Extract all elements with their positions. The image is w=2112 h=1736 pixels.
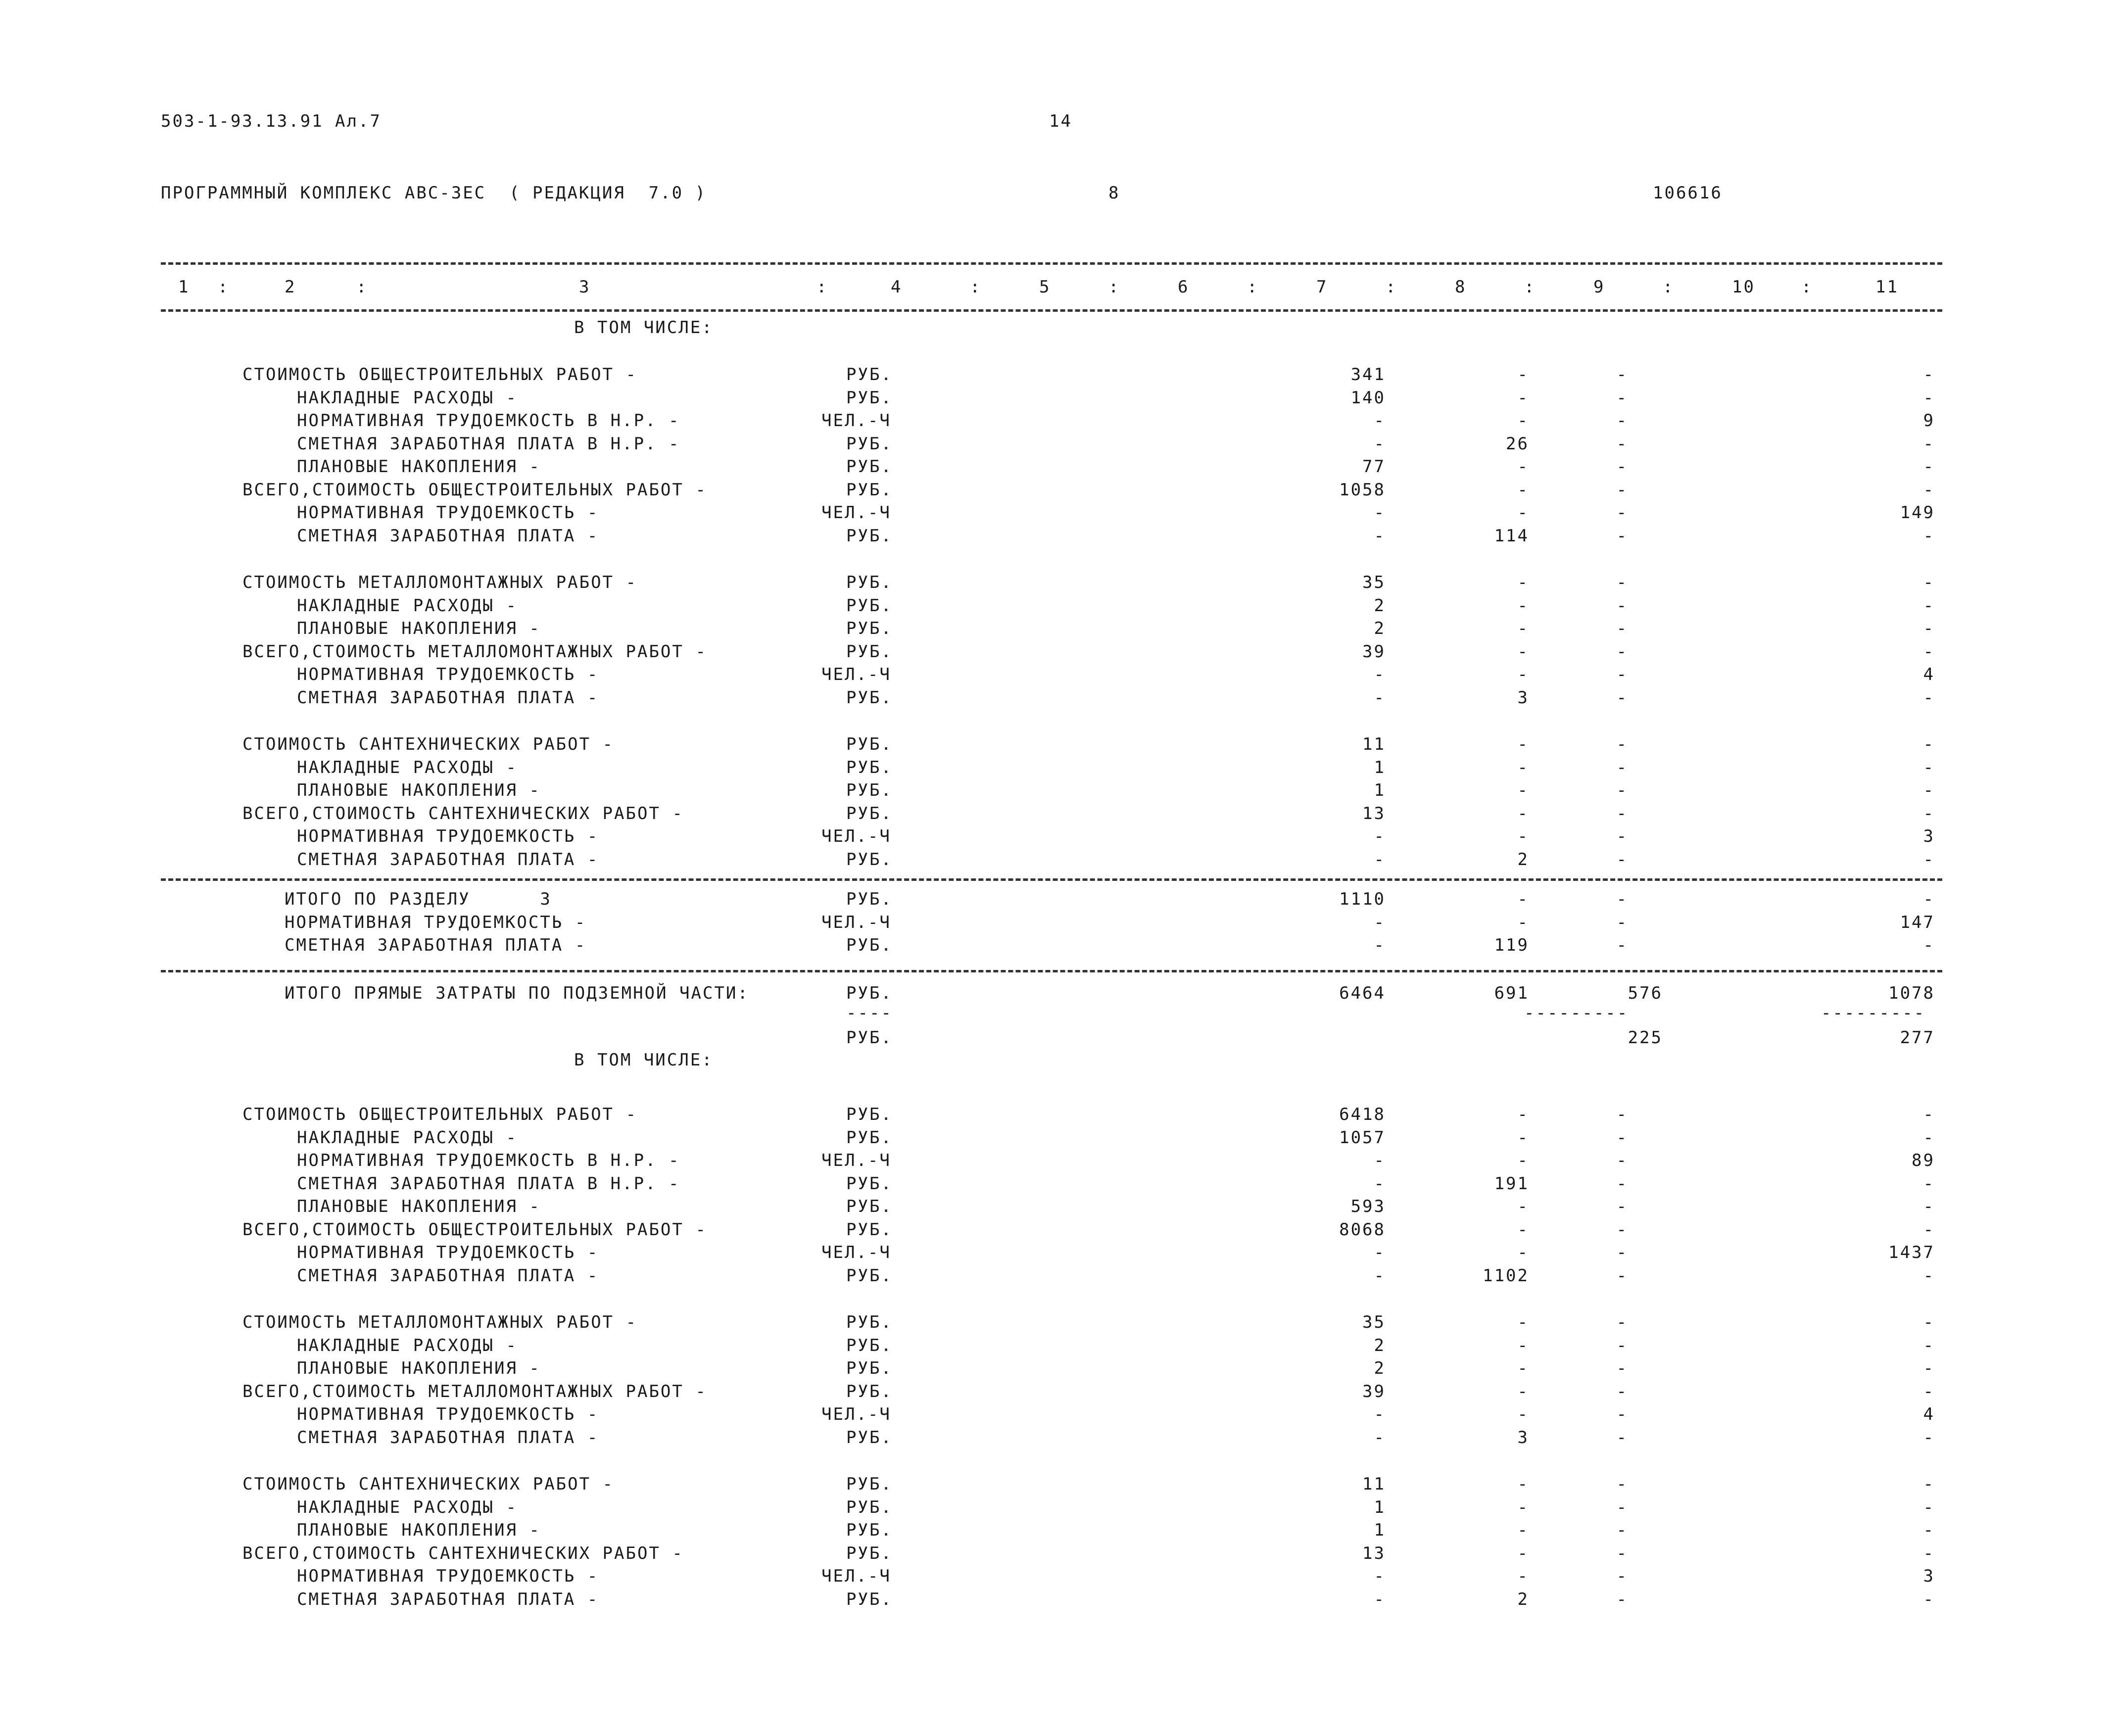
cell-col8: - <box>1517 912 1529 932</box>
cell-col7: 1 <box>1374 1497 1386 1517</box>
cell-col8: - <box>1517 1105 1529 1124</box>
row-unit: ЧЕЛ.-Ч <box>821 1404 891 1424</box>
cell-col7: 35 <box>1362 573 1386 592</box>
cell-col11: 9 <box>1923 411 1935 431</box>
cell-col11: - <box>1923 573 1935 592</box>
cell-col7: - <box>1374 849 1386 869</box>
row-label: НОРМАТИВНАЯ ТРУДОЕМКОСТЬ В Н.Р. - <box>297 1151 680 1170</box>
cell-col9: - <box>1616 1243 1628 1262</box>
row-label: НАКЛАДНЫЕ РАСХОДЫ - <box>297 757 518 777</box>
row-unit: РУБ. <box>846 849 893 869</box>
row-unit: РУБ. <box>846 595 893 616</box>
column-header: 7 <box>1316 277 1328 297</box>
row-unit: РУБ. <box>846 1127 893 1148</box>
row-label: НОРМАТИВНАЯ ТРУДОЕМКОСТЬ - <box>297 1566 599 1586</box>
cell-col8: - <box>1517 573 1529 592</box>
cell-col9: - <box>1616 1543 1628 1563</box>
cell-col9: - <box>1616 1358 1628 1378</box>
cell-col8: - <box>1517 1127 1529 1148</box>
column-header: 11 <box>1875 277 1899 297</box>
row-label: НОРМАТИВНАЯ ТРУДОЕМКОСТЬ - <box>297 665 599 684</box>
header-rule-top <box>161 262 1942 265</box>
cell-col8: - <box>1517 641 1529 662</box>
cell-col9: - <box>1616 434 1628 454</box>
row-label: ПЛАНОВЫЕ НАКОПЛЕНИЯ - <box>297 1358 541 1378</box>
cell-col7: 13 <box>1362 803 1386 823</box>
cell-col7: - <box>1374 434 1386 454</box>
row-unit: РУБ. <box>846 1520 893 1540</box>
cell-col8: 3 <box>1517 1427 1529 1447</box>
row-unit: ЧЕЛ.-Ч <box>821 665 891 684</box>
cell-col11: - <box>1923 434 1935 454</box>
row-unit: РУБ. <box>846 1335 893 1355</box>
cell-col9: - <box>1616 365 1628 385</box>
cell-col8: - <box>1517 665 1529 684</box>
row-label: ВСЕГО,СТОИМОСТЬ ОБЩЕСТРОИТЕЛЬНЫХ РАБОТ - <box>242 1219 707 1240</box>
cell-col11: - <box>1923 365 1935 385</box>
cell-col7: - <box>1374 935 1386 955</box>
cell-col11: - <box>1923 1105 1935 1124</box>
cell-col8: 26 <box>1506 434 1529 454</box>
cell-col9: - <box>1616 734 1628 754</box>
cell-col9: - <box>1616 1173 1628 1194</box>
direct-total-sub-unit: РУБ. <box>846 1028 893 1048</box>
cell-col9: - <box>1616 1474 1628 1494</box>
row-label: СМЕТНАЯ ЗАРАБОТНАЯ ПЛАТА - <box>297 526 599 546</box>
cell-col8: - <box>1517 1520 1529 1540</box>
cell-col11: - <box>1923 1520 1935 1540</box>
cell-col7: 2 <box>1374 595 1386 616</box>
row-unit: РУБ. <box>846 526 893 546</box>
cell-col8: - <box>1517 1566 1529 1586</box>
row-unit: РУБ. <box>846 1589 893 1609</box>
cell-col11: - <box>1923 757 1935 777</box>
cell-col9: - <box>1616 687 1628 708</box>
row-unit: РУБ. <box>846 1312 893 1332</box>
cell-col9: - <box>1616 889 1628 909</box>
section-heading: В ТОМ ЧИСЛЕ: <box>574 318 714 338</box>
cell-col7: - <box>1374 503 1386 523</box>
cell-col8: - <box>1517 1497 1529 1517</box>
cell-col11: - <box>1923 1335 1935 1355</box>
row-unit: РУБ. <box>846 434 893 454</box>
row-label: ПЛАНОВЫЕ НАКОПЛЕНИЯ - <box>297 780 541 800</box>
cell-col9: - <box>1616 573 1628 592</box>
column-header: 6 <box>1178 277 1190 297</box>
row-label: НАКЛАДНЫЕ РАСХОДЫ - <box>297 595 518 616</box>
column-header: 4 <box>891 277 903 297</box>
column-header: 5 <box>1039 277 1051 297</box>
row-unit: РУБ. <box>846 1381 893 1401</box>
row-label: СТОИМОСТЬ ОБЩЕСТРОИТЕЛЬНЫХ РАБОТ - <box>242 1105 637 1124</box>
cell-col8: - <box>1517 411 1529 431</box>
cell-col9: - <box>1616 826 1628 846</box>
cell-col8: - <box>1517 757 1529 777</box>
row-unit: РУБ. <box>846 1265 893 1286</box>
cell-col11: - <box>1923 1265 1935 1286</box>
cell-col11: - <box>1923 1219 1935 1240</box>
cell-col7: - <box>1374 526 1386 546</box>
row-unit: ЧЕЛ.-Ч <box>821 411 891 431</box>
cell-col11: - <box>1923 889 1935 909</box>
cell-col7: - <box>1374 1404 1386 1424</box>
row-label: СТОИМОСТЬ САНТЕХНИЧЕСКИХ РАБОТ - <box>242 734 615 754</box>
row-label: ВСЕГО,СТОИМОСТЬ МЕТАЛЛОМОНТАЖНЫХ РАБОТ - <box>242 1381 707 1401</box>
cell-col7: - <box>1374 1566 1386 1586</box>
cell-col11: 149 <box>1900 503 1935 523</box>
column-header: 9 <box>1593 277 1605 297</box>
direct-total-unit: РУБ. <box>846 983 893 1003</box>
row-unit: РУБ. <box>846 1543 893 1563</box>
row-label: СМЕТНАЯ ЗАРАБОТНАЯ ПЛАТА - <box>285 935 587 955</box>
row-unit: ЧЕЛ.-Ч <box>821 1151 891 1170</box>
row-unit: РУБ. <box>846 935 893 955</box>
cell-col11: - <box>1923 1497 1935 1517</box>
row-unit: РУБ. <box>846 734 893 754</box>
section-heading: В ТОМ ЧИСЛЕ: <box>574 1050 714 1070</box>
cell-col8: - <box>1517 1381 1529 1401</box>
row-label: СТОИМОСТЬ МЕТАЛЛОМОНТАЖНЫХ РАБОТ - <box>242 573 637 592</box>
header-rule-bottom <box>161 309 1942 312</box>
row-label: ПЛАНОВЫЕ НАКОПЛЕНИЯ - <box>297 1520 541 1540</box>
cell-col9: - <box>1616 912 1628 932</box>
row-unit: РУБ. <box>846 1358 893 1378</box>
cell-col11: - <box>1923 803 1935 823</box>
cell-col8: - <box>1517 1312 1529 1332</box>
cell-col8: 2 <box>1517 849 1529 869</box>
cell-col7: - <box>1374 1151 1386 1170</box>
cell-col8: 191 <box>1494 1173 1529 1194</box>
cell-col8: 1102 <box>1483 1265 1529 1286</box>
row-unit: ЧЕЛ.-Ч <box>821 1566 891 1586</box>
cell-col7: 6418 <box>1339 1105 1386 1124</box>
cell-col8: - <box>1517 503 1529 523</box>
row-label: СТОИМОСТЬ ОБЩЕСТРОИТЕЛЬНЫХ РАБОТ - <box>242 365 637 385</box>
cell-col9: - <box>1616 1497 1628 1517</box>
row-unit: РУБ. <box>846 889 893 909</box>
cell-col9: - <box>1616 619 1628 638</box>
cell-col11: - <box>1923 480 1935 500</box>
row-unit: РУБ. <box>846 1197 893 1216</box>
cell-col11: - <box>1923 1173 1935 1194</box>
cell-col11: - <box>1923 1543 1935 1563</box>
row-label: СТОИМОСТЬ САНТЕХНИЧЕСКИХ РАБОТ - <box>242 1474 615 1494</box>
cell-col7: 1110 <box>1339 889 1386 909</box>
cell-col8: - <box>1517 1243 1529 1262</box>
cell-col9: - <box>1616 457 1628 477</box>
row-unit: ЧЕЛ.-Ч <box>821 1243 891 1262</box>
page-number: 14 <box>1049 111 1072 131</box>
cell-col9: - <box>1616 849 1628 869</box>
row-unit: РУБ. <box>846 387 893 408</box>
row-label: ВСЕГО,СТОИМОСТЬ ОБЩЕСТРОИТЕЛЬНЫХ РАБОТ - <box>242 480 707 500</box>
row-label: НАКЛАДНЫЕ РАСХОДЫ - <box>297 387 518 408</box>
cell-col11: - <box>1923 935 1935 955</box>
row-label: НАКЛАДНЫЕ РАСХОДЫ - <box>297 1335 518 1355</box>
row-label: СМЕТНАЯ ЗАРАБОТНАЯ ПЛАТА В Н.Р. - <box>297 1173 680 1194</box>
cell-col9: - <box>1616 1566 1628 1586</box>
row-unit: РУБ. <box>846 1497 893 1517</box>
cell-col9: - <box>1616 1127 1628 1148</box>
row-unit: РУБ. <box>846 1474 893 1494</box>
cell-col11: - <box>1923 849 1935 869</box>
row-unit: ЧЕЛ.-Ч <box>821 912 891 932</box>
cell-col11: - <box>1923 1427 1935 1447</box>
column-header: 8 <box>1455 277 1467 297</box>
cell-col8: 119 <box>1494 935 1529 955</box>
cell-col11: - <box>1923 1312 1935 1332</box>
cell-col8: - <box>1517 1219 1529 1240</box>
cell-col8: - <box>1517 595 1529 616</box>
cell-col9: - <box>1616 480 1628 500</box>
cell-col9: - <box>1616 1520 1628 1540</box>
cell-col9: - <box>1616 1197 1628 1216</box>
cell-col11: - <box>1923 1589 1935 1609</box>
row-label: СМЕТНАЯ ЗАРАБОТНАЯ ПЛАТА - <box>297 687 599 708</box>
row-label: НОРМАТИВНАЯ ТРУДОЕМКОСТЬ - <box>285 912 587 932</box>
cell-col7: 39 <box>1362 1381 1386 1401</box>
cell-col9: - <box>1616 780 1628 800</box>
row-label: СМЕТНАЯ ЗАРАБОТНАЯ ПЛАТА - <box>297 849 599 869</box>
cell-col11: - <box>1923 595 1935 616</box>
cell-col8: - <box>1517 1404 1529 1424</box>
direct-total-dash: ---- <box>846 1003 893 1023</box>
cell-col8: - <box>1517 1151 1529 1170</box>
cell-col8: - <box>1517 826 1529 846</box>
row-label: ПЛАНОВЫЕ НАКОПЛЕНИЯ - <box>297 619 541 638</box>
cell-col11: - <box>1923 1358 1935 1378</box>
row-label: СМЕТНАЯ ЗАРАБОТНАЯ ПЛАТА - <box>297 1589 599 1609</box>
row-unit: РУБ. <box>846 641 893 662</box>
cell-col9: - <box>1616 1404 1628 1424</box>
cell-col8: - <box>1517 1335 1529 1355</box>
row-unit: РУБ. <box>846 1427 893 1447</box>
row-label: НОРМАТИВНАЯ ТРУДОЕМКОСТЬ - <box>297 1243 599 1262</box>
cell-col9: - <box>1616 641 1628 662</box>
row-unit: РУБ. <box>846 573 893 592</box>
row-label: СМЕТНАЯ ЗАРАБОТНАЯ ПЛАТА В Н.Р. - <box>297 434 680 454</box>
cell-col9: - <box>1616 935 1628 955</box>
cell-col9: - <box>1616 1265 1628 1286</box>
row-label: ВСЕГО,СТОИМОСТЬ МЕТАЛЛОМОНТАЖНЫХ РАБОТ - <box>242 641 707 662</box>
cell-col8: - <box>1517 780 1529 800</box>
direct-total-dash-col11: --------- <box>1821 1003 1926 1023</box>
row-label: НОРМАТИВНАЯ ТРУДОЕМКОСТЬ - <box>297 826 599 846</box>
cell-col7: 13 <box>1362 1543 1386 1563</box>
cell-col11: - <box>1923 619 1935 638</box>
cell-col7: 2 <box>1374 619 1386 638</box>
cell-col7: - <box>1374 687 1386 708</box>
cell-col7: - <box>1374 1173 1386 1194</box>
cell-col9: - <box>1616 803 1628 823</box>
cell-col7: 593 <box>1350 1197 1386 1216</box>
cell-col7: 39 <box>1362 641 1386 662</box>
cell-col11: - <box>1923 387 1935 408</box>
row-unit: РУБ. <box>846 687 893 708</box>
cell-col7: 2 <box>1374 1335 1386 1355</box>
row-label: ПЛАНОВЫЕ НАКОПЛЕНИЯ - <box>297 1197 541 1216</box>
program-title: ПРОГРАММНЫЙ КОМПЛЕКС АВС-ЗЕС ( РЕДАКЦИЯ 7.0 ) <box>161 183 707 203</box>
cell-col8: - <box>1517 1543 1529 1563</box>
cell-col7: - <box>1374 1427 1386 1447</box>
row-label: НОРМАТИВНАЯ ТРУДОЕМКОСТЬ В Н.Р. - <box>297 411 680 431</box>
cell-col7: 8068 <box>1339 1219 1386 1240</box>
cell-col9: - <box>1616 1312 1628 1332</box>
cell-col7: 1 <box>1374 1520 1386 1540</box>
cell-col8: - <box>1517 365 1529 385</box>
row-unit: ЧЕЛ.-Ч <box>821 503 891 523</box>
row-unit: РУБ. <box>846 365 893 385</box>
row-label: НОРМАТИВНАЯ ТРУДОЕМКОСТЬ - <box>297 1404 599 1424</box>
row-unit: РУБ. <box>846 480 893 500</box>
cell-col8: 3 <box>1517 687 1529 708</box>
cell-col9: - <box>1616 411 1628 431</box>
row-unit: РУБ. <box>846 803 893 823</box>
direct-total-col11: 1078 <box>1888 983 1935 1003</box>
cell-col7: - <box>1374 665 1386 684</box>
row-label: ВСЕГО,СТОИМОСТЬ САНТЕХНИЧЕСКИХ РАБОТ - <box>242 803 684 823</box>
cell-col11: - <box>1923 457 1935 477</box>
row-label: НАКЛАДНЫЕ РАСХОДЫ - <box>297 1497 518 1517</box>
cell-col11: 3 <box>1923 826 1935 846</box>
direct-total-label: ИТОГО ПРЯМЫЕ ЗАТРАТЫ ПО ПОДЗЕМНОЙ ЧАСТИ: <box>285 983 749 1003</box>
row-label: ВСЕГО,СТОИМОСТЬ САНТЕХНИЧЕСКИХ РАБОТ - <box>242 1543 684 1563</box>
cell-col9: - <box>1616 595 1628 616</box>
row-unit: РУБ. <box>846 1219 893 1240</box>
row-unit: РУБ. <box>846 780 893 800</box>
row-label: СМЕТНАЯ ЗАРАБОТНАЯ ПЛАТА - <box>297 1427 599 1447</box>
row-unit: РУБ. <box>846 1173 893 1194</box>
direct-total-sub-col9: 225 <box>1628 1028 1663 1048</box>
row-label: СТОИМОСТЬ МЕТАЛЛОМОНТАЖНЫХ РАБОТ - <box>242 1312 637 1332</box>
row-label: НАКЛАДНЫЕ РАСХОДЫ - <box>297 1127 518 1148</box>
cell-col7: - <box>1374 826 1386 846</box>
column-header: 3 <box>579 277 591 297</box>
cell-col7: 35 <box>1362 1312 1386 1332</box>
direct-total-sub-col11: 277 <box>1900 1028 1935 1048</box>
row-unit: РУБ. <box>846 757 893 777</box>
row-unit: РУБ. <box>846 1105 893 1124</box>
cell-col11: 4 <box>1923 1404 1935 1424</box>
row-unit: РУБ. <box>846 619 893 638</box>
dashed-separator <box>161 878 1942 881</box>
cell-col9: - <box>1616 1335 1628 1355</box>
direct-total-col9: 576 <box>1628 983 1663 1003</box>
cell-col7: 341 <box>1350 365 1386 385</box>
cell-col9: - <box>1616 387 1628 408</box>
cell-col8: - <box>1517 734 1529 754</box>
cell-col7: - <box>1374 1589 1386 1609</box>
cell-col9: - <box>1616 526 1628 546</box>
document-id: 106616 <box>1653 183 1723 203</box>
cell-col8: - <box>1517 1197 1529 1216</box>
cell-col7: 1058 <box>1339 480 1386 500</box>
cell-col9: - <box>1616 665 1628 684</box>
cell-col11: - <box>1923 526 1935 546</box>
cell-col11: - <box>1923 1381 1935 1401</box>
row-label: СМЕТНАЯ ЗАРАБОТНАЯ ПЛАТА - <box>297 1265 599 1286</box>
cell-col8: - <box>1517 619 1529 638</box>
cell-col7: 140 <box>1350 387 1386 408</box>
cell-col11: - <box>1923 780 1935 800</box>
cell-col11: 89 <box>1912 1151 1935 1170</box>
cell-col8: - <box>1517 480 1529 500</box>
column-header: 2 <box>285 277 296 297</box>
dashed-separator <box>161 970 1942 972</box>
row-label: ИТОГО ПО РАЗДЕЛУ 3 <box>285 889 552 909</box>
cell-col7: 1 <box>1374 757 1386 777</box>
cell-col8: - <box>1517 1358 1529 1378</box>
direct-total-dash-col9: --------- <box>1524 1003 1629 1023</box>
direct-total-col8: 691 <box>1494 983 1529 1003</box>
cell-col11: - <box>1923 1474 1935 1494</box>
cell-col7: 2 <box>1374 1358 1386 1378</box>
cell-col8: - <box>1517 1474 1529 1494</box>
cell-col7: - <box>1374 1265 1386 1286</box>
cell-col9: - <box>1616 1589 1628 1609</box>
row-unit: РУБ. <box>846 457 893 477</box>
cell-col11: 1437 <box>1888 1243 1935 1262</box>
column-header: 10 <box>1732 277 1755 297</box>
cell-col9: - <box>1616 1427 1628 1447</box>
row-unit: ЧЕЛ.-Ч <box>821 826 891 846</box>
cell-col11: - <box>1923 734 1935 754</box>
cell-col11: 147 <box>1900 912 1935 932</box>
cell-col7: 11 <box>1362 734 1386 754</box>
cell-col9: - <box>1616 503 1628 523</box>
column-header: 1 <box>178 277 190 297</box>
cell-col7: 1 <box>1374 780 1386 800</box>
direct-total-col7: 6464 <box>1339 983 1386 1003</box>
row-label: НОРМАТИВНАЯ ТРУДОЕМКОСТЬ - <box>297 503 599 523</box>
cell-col7: 77 <box>1362 457 1386 477</box>
section-number: 8 <box>1108 183 1120 203</box>
doc-code: 503-1-93.13.91 Ал.7 <box>161 111 382 131</box>
cell-col7: 11 <box>1362 1474 1386 1494</box>
cell-col7: - <box>1374 1243 1386 1262</box>
cell-col8: - <box>1517 387 1529 408</box>
cell-col7: - <box>1374 912 1386 932</box>
cell-col8: 2 <box>1517 1589 1529 1609</box>
cell-col7: 1057 <box>1339 1127 1386 1148</box>
cell-col9: - <box>1616 1151 1628 1170</box>
cell-col11: - <box>1923 687 1935 708</box>
cell-col8: - <box>1517 803 1529 823</box>
cell-col11: - <box>1923 1127 1935 1148</box>
cell-col11: 4 <box>1923 665 1935 684</box>
cell-col9: - <box>1616 757 1628 777</box>
cell-col9: - <box>1616 1381 1628 1401</box>
cell-col8: 114 <box>1494 526 1529 546</box>
cell-col11: - <box>1923 641 1935 662</box>
row-label: ПЛАНОВЫЕ НАКОПЛЕНИЯ - <box>297 457 541 477</box>
cell-col11: 3 <box>1923 1566 1935 1586</box>
cell-col9: - <box>1616 1105 1628 1124</box>
cell-col8: - <box>1517 457 1529 477</box>
cell-col7: - <box>1374 411 1386 431</box>
cell-col9: - <box>1616 1219 1628 1240</box>
cell-col8: - <box>1517 889 1529 909</box>
cell-col11: - <box>1923 1197 1935 1216</box>
